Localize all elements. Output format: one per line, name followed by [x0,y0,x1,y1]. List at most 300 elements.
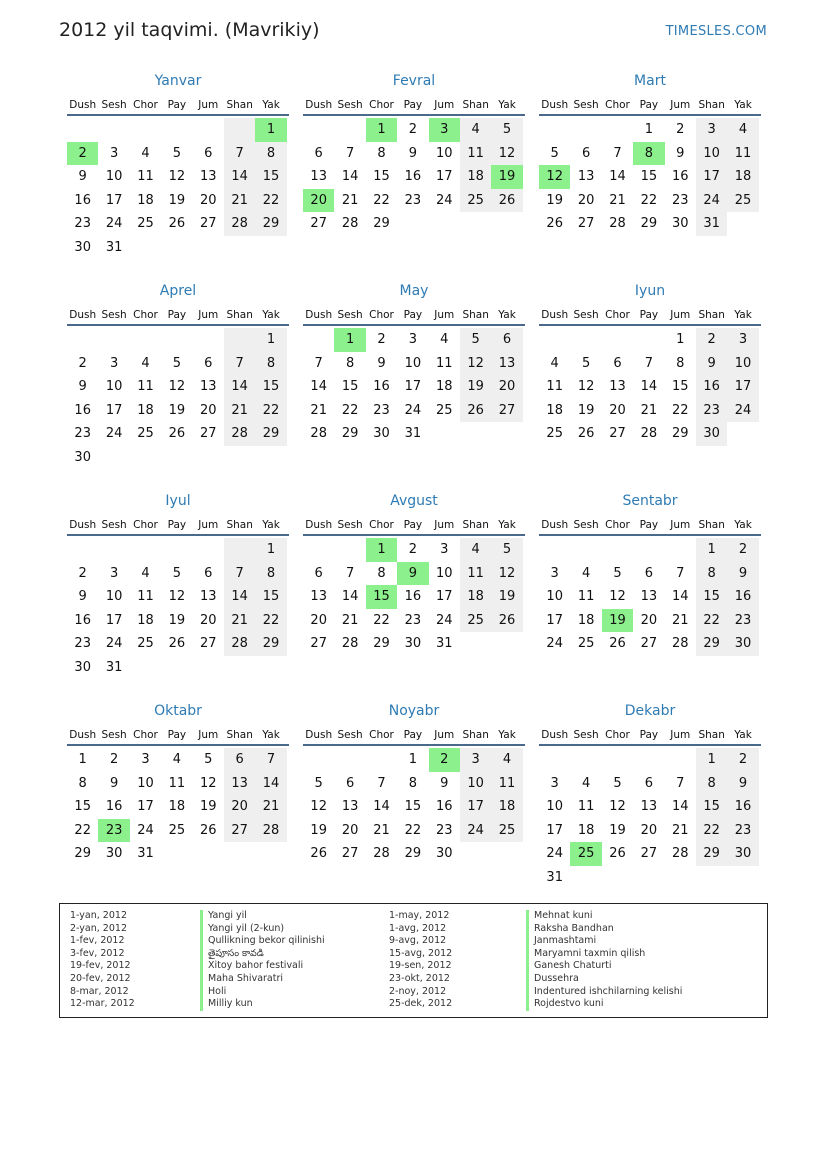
day-cell[interactable]: 8 [377,145,386,161]
day-cell[interactable]: 11 [137,379,154,394]
day-cell[interactable]: 17 [105,402,123,418]
day-cell[interactable]: 6 [581,145,591,161]
day-cell[interactable]: 25 [435,402,453,418]
day-cell[interactable]: 1 [644,122,653,137]
day-cell[interactable]: 5 [491,538,522,562]
day-cell[interactable]: 12 [168,169,186,184]
holiday-day-cell[interactable]: 19 [491,165,522,189]
day-cell[interactable]: 8 [255,142,286,166]
day-cell[interactable]: 7 [255,748,286,772]
day-cell[interactable]: 11 [727,142,758,166]
day-cell[interactable]: 5 [314,775,323,791]
day-cell[interactable]: 24 [727,399,758,423]
day-cell[interactable]: 18 [435,379,453,394]
day-cell[interactable]: 26 [577,426,595,441]
day-cell[interactable]: 22 [373,612,390,628]
day-cell[interactable]: 18 [491,795,522,819]
day-cell[interactable]: 19 [168,612,186,628]
day-cell[interactable]: 14 [341,589,359,604]
day-cell[interactable]: 17 [105,612,123,628]
day-cell[interactable]: 8 [696,772,727,796]
day-cell[interactable]: 11 [137,169,154,184]
day-cell[interactable]: 20 [224,795,255,819]
day-cell[interactable]: 28 [671,636,689,651]
day-cell[interactable]: 30 [696,422,727,446]
day-cell[interactable]: 26 [168,636,186,651]
day-cell[interactable]: 5 [550,145,559,161]
day-cell[interactable]: 16 [727,795,758,819]
day-cell[interactable]: 20 [577,192,595,208]
day-cell[interactable]: 26 [310,846,327,861]
day-cell[interactable]: 30 [105,846,123,861]
day-cell[interactable]: 8 [78,775,87,791]
day-cell[interactable]: 29 [696,632,727,656]
day-cell[interactable]: 2 [727,538,758,562]
day-cell[interactable]: 10 [696,142,727,166]
day-cell[interactable]: 5 [491,118,522,142]
day-cell[interactable]: 4 [172,752,181,767]
day-cell[interactable]: 23 [74,216,91,231]
day-cell[interactable]: 5 [204,752,213,767]
day-cell[interactable]: 17 [137,799,154,814]
day-cell[interactable]: 10 [105,379,123,394]
day-cell[interactable]: 7 [224,142,255,166]
day-cell[interactable]: 28 [341,216,359,231]
day-cell[interactable]: 23 [404,192,422,208]
day-cell[interactable]: 31 [435,636,453,651]
day-cell[interactable]: 15 [255,585,286,609]
day-cell[interactable]: 24 [105,636,123,651]
day-cell[interactable]: 21 [373,822,390,838]
day-cell[interactable]: 27 [199,216,217,231]
day-cell[interactable]: 20 [199,402,217,418]
day-cell[interactable]: 18 [168,799,186,814]
day-cell[interactable]: 17 [727,375,758,399]
day-cell[interactable]: 19 [168,402,186,418]
day-cell[interactable]: 16 [105,799,123,814]
day-cell[interactable]: 6 [613,355,622,371]
day-cell[interactable]: 4 [581,775,591,791]
day-cell[interactable]: 24 [404,402,422,418]
day-cell[interactable]: 30 [435,846,453,861]
day-cell[interactable]: 26 [609,636,626,651]
day-cell[interactable]: 11 [460,562,491,586]
day-cell[interactable]: 26 [609,846,626,861]
day-cell[interactable]: 30 [727,632,758,656]
day-cell[interactable]: 4 [141,145,150,161]
day-cell[interactable]: 24 [105,426,123,441]
day-cell[interactable]: 22 [373,192,390,208]
day-cell[interactable]: 17 [404,379,422,394]
day-cell[interactable]: 15 [696,585,727,609]
day-cell[interactable]: 9 [676,145,685,161]
day-cell[interactable]: 25 [577,636,595,651]
day-cell[interactable]: 7 [314,355,323,371]
day-cell[interactable]: 8 [676,355,685,371]
day-cell[interactable]: 12 [460,352,491,376]
day-cell[interactable]: 13 [609,379,626,394]
day-cell[interactable]: 14 [255,772,286,796]
day-cell[interactable]: 22 [696,609,727,633]
day-cell[interactable]: 24 [696,189,727,213]
day-cell[interactable]: 3 [696,118,727,142]
day-cell[interactable]: 28 [640,426,658,441]
day-cell[interactable]: 6 [204,145,213,161]
day-cell[interactable]: 15 [671,379,689,394]
day-cell[interactable]: 5 [581,355,591,371]
day-cell[interactable]: 28 [224,422,255,446]
day-cell[interactable]: 4 [440,332,449,347]
day-cell[interactable]: 29 [696,842,727,866]
day-cell[interactable]: 8 [255,562,286,586]
day-cell[interactable]: 25 [460,189,491,213]
day-cell[interactable]: 29 [255,632,286,656]
day-cell[interactable]: 9 [727,772,758,796]
day-cell[interactable]: 26 [168,216,186,231]
day-cell[interactable]: 15 [255,165,286,189]
day-cell[interactable]: 12 [491,142,522,166]
day-cell[interactable]: 28 [255,819,286,843]
day-cell[interactable]: 4 [460,118,491,142]
day-cell[interactable]: 31 [105,239,123,255]
day-cell[interactable]: 8 [345,355,355,371]
holiday-day-cell[interactable]: 2 [67,142,98,166]
day-cell[interactable]: 6 [314,565,323,581]
day-cell[interactable]: 30 [74,449,91,465]
day-cell[interactable]: 10 [727,352,758,376]
day-cell[interactable]: 23 [404,612,422,628]
holiday-day-cell[interactable]: 3 [429,118,460,142]
day-cell[interactable]: 7 [345,565,355,581]
day-cell[interactable]: 2 [377,332,386,347]
day-cell[interactable]: 29 [255,422,286,446]
day-cell[interactable]: 23 [727,609,758,633]
day-cell[interactable]: 8 [377,565,386,581]
day-cell[interactable]: 20 [310,612,327,628]
day-cell[interactable]: 15 [74,799,91,814]
day-cell[interactable]: 12 [491,562,522,586]
day-cell[interactable]: 24 [435,192,453,208]
day-cell[interactable]: 18 [546,402,563,418]
day-cell[interactable]: 10 [435,565,453,581]
day-cell[interactable]: 28 [310,426,327,441]
day-cell[interactable]: 9 [377,355,386,371]
day-cell[interactable]: 8 [255,352,286,376]
day-cell[interactable]: 29 [373,216,390,231]
day-cell[interactable]: 22 [696,819,727,843]
day-cell[interactable]: 26 [460,399,491,423]
day-cell[interactable]: 19 [609,822,626,838]
day-cell[interactable]: 23 [74,426,91,441]
day-cell[interactable]: 25 [168,822,186,838]
day-cell[interactable]: 28 [224,212,255,236]
day-cell[interactable]: 16 [373,379,390,394]
day-cell[interactable]: 14 [373,799,390,814]
day-cell[interactable]: 26 [546,216,563,231]
day-cell[interactable]: 10 [435,145,453,161]
day-cell[interactable]: 7 [224,562,255,586]
day-cell[interactable]: 17 [460,795,491,819]
day-cell[interactable]: 19 [546,192,563,208]
day-cell[interactable]: 23 [373,402,390,418]
day-cell[interactable]: 18 [460,585,491,609]
day-cell[interactable]: 23 [435,822,453,838]
day-cell[interactable]: 13 [640,799,658,814]
day-cell[interactable]: 18 [577,822,595,838]
day-cell[interactable]: 19 [310,822,327,838]
day-cell[interactable]: 6 [345,775,355,791]
day-cell[interactable]: 27 [609,426,626,441]
day-cell[interactable]: 5 [460,328,491,352]
day-cell[interactable]: 15 [696,795,727,819]
day-cell[interactable]: 31 [546,869,563,885]
day-cell[interactable]: 7 [644,355,653,371]
day-cell[interactable]: 4 [460,538,491,562]
day-cell[interactable]: 2 [78,355,87,371]
day-cell[interactable]: 17 [696,165,727,189]
day-cell[interactable]: 1 [676,332,685,347]
day-cell[interactable]: 18 [577,612,595,628]
day-cell[interactable]: 24 [546,636,563,651]
holiday-day-cell[interactable]: 20 [303,189,334,213]
day-cell[interactable]: 21 [341,612,359,628]
day-cell[interactable]: 16 [435,799,453,814]
day-cell[interactable]: 22 [255,189,286,213]
day-cell[interactable]: 3 [550,565,559,581]
holiday-day-cell[interactable]: 1 [255,118,286,142]
day-cell[interactable]: 3 [550,775,559,791]
day-cell[interactable]: 10 [105,169,123,184]
day-cell[interactable]: 11 [137,589,154,604]
holiday-day-cell[interactable]: 15 [366,585,397,609]
day-cell[interactable]: 7 [345,145,355,161]
day-cell[interactable]: 22 [255,609,286,633]
day-cell[interactable]: 1 [78,752,87,767]
day-cell[interactable]: 21 [671,822,689,838]
day-cell[interactable]: 9 [78,169,87,184]
day-cell[interactable]: 24 [435,612,453,628]
day-cell[interactable]: 3 [440,542,449,557]
day-cell[interactable]: 7 [676,565,685,581]
day-cell[interactable]: 27 [491,399,522,423]
day-cell[interactable]: 25 [460,609,491,633]
day-cell[interactable]: 26 [491,609,522,633]
site-logo-link[interactable]: TIMESLES.COM [665,24,767,39]
day-cell[interactable]: 19 [199,799,217,814]
day-cell[interactable]: 19 [491,585,522,609]
day-cell[interactable]: 21 [224,399,255,423]
day-cell[interactable]: 21 [609,192,626,208]
holiday-day-cell[interactable]: 2 [429,748,460,772]
day-cell[interactable]: 18 [137,192,154,208]
day-cell[interactable]: 27 [640,846,658,861]
day-cell[interactable]: 24 [460,819,491,843]
day-cell[interactable]: 6 [224,748,255,772]
day-cell[interactable]: 31 [137,846,154,861]
day-cell[interactable]: 14 [640,379,658,394]
day-cell[interactable]: 9 [78,589,87,604]
day-cell[interactable]: 22 [341,402,359,418]
day-cell[interactable]: 1 [408,752,417,767]
day-cell[interactable]: 28 [671,846,689,861]
day-cell[interactable]: 15 [373,169,390,184]
day-cell[interactable]: 29 [404,846,422,861]
day-cell[interactable]: 13 [199,589,217,604]
day-cell[interactable]: 29 [341,426,359,441]
day-cell[interactable]: 13 [491,352,522,376]
day-cell[interactable]: 13 [199,169,217,184]
day-cell[interactable]: 26 [199,822,217,838]
day-cell[interactable]: 29 [74,846,91,861]
day-cell[interactable]: 4 [141,355,150,371]
day-cell[interactable]: 15 [255,375,286,399]
day-cell[interactable]: 6 [314,145,323,161]
day-cell[interactable]: 21 [341,192,359,208]
day-cell[interactable]: 21 [671,612,689,628]
day-cell[interactable]: 14 [310,379,327,394]
day-cell[interactable]: 10 [460,772,491,796]
day-cell[interactable]: 30 [671,216,689,231]
day-cell[interactable]: 26 [491,189,522,213]
day-cell[interactable]: 22 [255,399,286,423]
day-cell[interactable]: 4 [727,118,758,142]
day-cell[interactable]: 3 [408,332,417,347]
day-cell[interactable]: 7 [613,145,622,161]
day-cell[interactable]: 18 [727,165,758,189]
day-cell[interactable]: 6 [204,355,213,371]
day-cell[interactable]: 19 [577,402,595,418]
day-cell[interactable]: 8 [696,562,727,586]
day-cell[interactable]: 10 [546,799,563,814]
day-cell[interactable]: 24 [546,846,563,861]
day-cell[interactable]: 30 [727,842,758,866]
day-cell[interactable]: 21 [310,402,327,418]
day-cell[interactable]: 21 [224,609,255,633]
holiday-day-cell[interactable]: 1 [366,538,397,562]
holiday-day-cell[interactable]: 25 [570,842,601,866]
holiday-day-cell[interactable]: 8 [633,142,664,166]
day-cell[interactable]: 21 [640,402,658,418]
day-cell[interactable]: 25 [491,819,522,843]
day-cell[interactable]: 1 [255,328,286,352]
day-cell[interactable]: 20 [491,375,522,399]
day-cell[interactable]: 24 [105,216,123,231]
day-cell[interactable]: 11 [546,379,563,394]
day-cell[interactable]: 9 [727,562,758,586]
day-cell[interactable]: 30 [404,636,422,651]
day-cell[interactable]: 2 [696,328,727,352]
day-cell[interactable]: 31 [696,212,727,236]
day-cell[interactable]: 27 [577,216,595,231]
day-cell[interactable]: 11 [460,142,491,166]
day-cell[interactable]: 25 [137,216,154,231]
day-cell[interactable]: 4 [550,355,559,371]
day-cell[interactable]: 14 [341,169,359,184]
day-cell[interactable]: 29 [640,216,658,231]
day-cell[interactable]: 17 [435,589,453,604]
day-cell[interactable]: 3 [141,752,150,767]
day-cell[interactable]: 16 [696,375,727,399]
day-cell[interactable]: 3 [460,748,491,772]
day-cell[interactable]: 31 [105,659,123,675]
day-cell[interactable]: 29 [671,426,689,441]
day-cell[interactable]: 20 [640,822,658,838]
day-cell[interactable]: 24 [137,822,154,838]
day-cell[interactable]: 15 [341,379,359,394]
day-cell[interactable]: 3 [109,565,119,581]
day-cell[interactable]: 23 [74,636,91,651]
day-cell[interactable]: 23 [727,819,758,843]
day-cell[interactable]: 28 [341,636,359,651]
day-cell[interactable]: 11 [435,355,453,371]
day-cell[interactable]: 30 [74,239,91,255]
day-cell[interactable]: 22 [671,402,689,418]
day-cell[interactable]: 19 [168,192,186,208]
day-cell[interactable]: 17 [546,822,563,838]
day-cell[interactable]: 26 [168,426,186,441]
day-cell[interactable]: 13 [577,169,595,184]
day-cell[interactable]: 5 [172,565,181,581]
day-cell[interactable]: 9 [408,145,417,161]
day-cell[interactable]: 13 [640,589,658,604]
day-cell[interactable]: 27 [341,846,359,861]
day-cell[interactable]: 13 [310,169,327,184]
day-cell[interactable]: 10 [404,355,422,371]
day-cell[interactable]: 12 [168,589,186,604]
day-cell[interactable]: 22 [640,192,658,208]
day-cell[interactable]: 16 [74,192,91,208]
day-cell[interactable]: 12 [577,379,595,394]
day-cell[interactable]: 6 [644,775,653,791]
day-cell[interactable]: 18 [137,402,154,418]
day-cell[interactable]: 5 [613,565,622,581]
day-cell[interactable]: 10 [546,589,563,604]
day-cell[interactable]: 11 [168,775,186,791]
day-cell[interactable]: 28 [373,846,390,861]
day-cell[interactable]: 11 [491,772,522,796]
day-cell[interactable]: 4 [581,565,591,581]
day-cell[interactable]: 15 [640,169,658,184]
day-cell[interactable]: 14 [671,799,689,814]
day-cell[interactable]: 16 [671,169,689,184]
day-cell[interactable]: 27 [199,426,217,441]
day-cell[interactable]: 13 [341,799,359,814]
holiday-day-cell[interactable]: 9 [397,562,428,586]
day-cell[interactable]: 27 [640,636,658,651]
day-cell[interactable]: 1 [696,748,727,772]
day-cell[interactable]: 3 [109,355,119,371]
day-cell[interactable]: 6 [204,565,213,581]
day-cell[interactable]: 11 [577,799,595,814]
day-cell[interactable]: 2 [408,122,417,137]
day-cell[interactable]: 19 [460,375,491,399]
day-cell[interactable]: 21 [255,795,286,819]
day-cell[interactable]: 2 [78,565,87,581]
day-cell[interactable]: 20 [640,612,658,628]
day-cell[interactable]: 30 [373,426,390,441]
day-cell[interactable]: 20 [199,192,217,208]
holiday-day-cell[interactable]: 12 [539,165,570,189]
day-cell[interactable]: 4 [491,748,522,772]
day-cell[interactable]: 16 [404,589,422,604]
holiday-day-cell[interactable]: 1 [334,328,365,352]
day-cell[interactable]: 4 [141,565,150,581]
day-cell[interactable]: 5 [172,355,181,371]
day-cell[interactable]: 16 [404,169,422,184]
day-cell[interactable]: 14 [224,585,255,609]
day-cell[interactable]: 29 [255,212,286,236]
day-cell[interactable]: 25 [137,636,154,651]
